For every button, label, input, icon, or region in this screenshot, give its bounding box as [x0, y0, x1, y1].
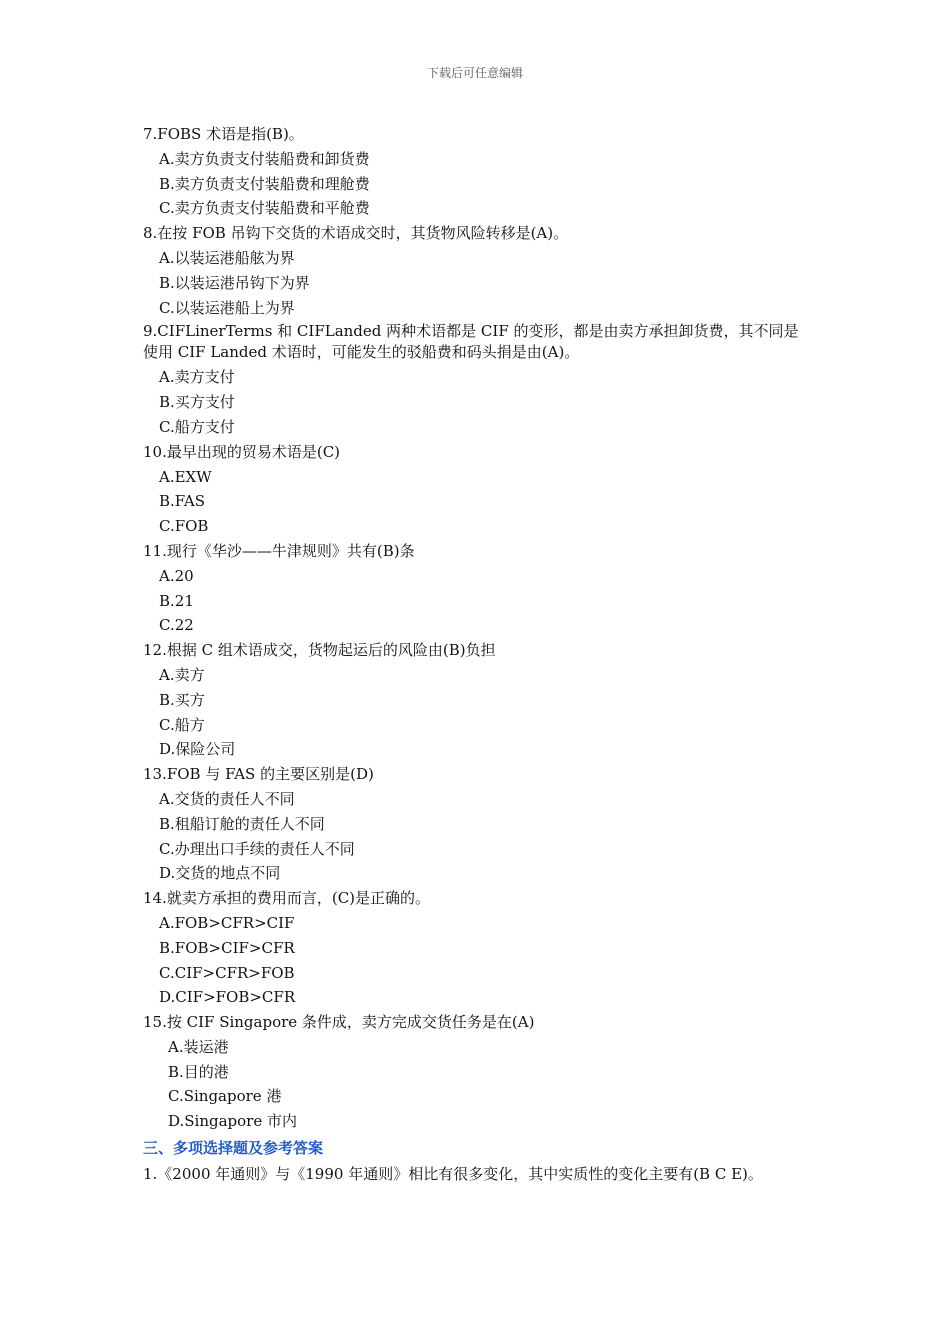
question-15-option-d: D.Singapore 市内	[168, 1112, 297, 1131]
question-9-option-b: B.买方支付	[159, 393, 235, 412]
section-heading-multiple-choice: 三、多项选择题及参考答案	[143, 1139, 324, 1158]
question-11-option-a: A.20	[159, 566, 194, 585]
question-14-option-b: B.FOB>CIF>CFR	[159, 938, 295, 957]
question-14-option-c: C.CIF>CFR>FOB	[159, 963, 295, 982]
question-15-option-b: B.目的港	[168, 1062, 229, 1081]
question-8-option-c: C.以装运港船上为界	[159, 298, 295, 317]
question-12-option-d: D.保险公司	[159, 740, 236, 759]
question-12-option-c: C.船方	[159, 715, 205, 734]
question-13-option-d: D.交货的地点不同	[159, 864, 281, 883]
question-8-option-b: B.以装运港吊钩下为界	[159, 273, 310, 292]
question-10-option-b: B.FAS	[159, 492, 206, 511]
question-9-option-a: A.卖方支付	[159, 368, 235, 387]
question-14-option-d: D.CIF>FOB>CFR	[159, 988, 296, 1007]
question-8-option-a: A.以装运港船舷为界	[159, 248, 295, 267]
document-body	[143, 122, 813, 1185]
question-10-option-c: C.FOB	[159, 517, 209, 536]
question-12-option-a: A.卖方	[159, 665, 205, 684]
question-15-option-a: A.装运港	[168, 1037, 229, 1056]
question-7-option-b: B.卖方负责支付装船费和理舱费	[159, 174, 370, 193]
question-14: 14.就卖方承担的费用而言，(C)是正确的。	[143, 889, 431, 908]
question-7-option-a: A.卖方负责支付装船费和卸货费	[159, 149, 370, 168]
question-15-option-c: C.Singapore 港	[168, 1087, 282, 1106]
question-7-option-c: C.卖方负责支付装船费和平舱费	[159, 199, 370, 218]
section3-question-1: 1.《2000 年通则》与《1990 年通则》相比有很多变化，其中实质性的变化主要有(B C E)。	[143, 1165, 763, 1184]
question-11: 11.现行《华沙——牛津规则》共有(B)条	[143, 541, 415, 560]
question-15: 15.按 CIF Singapore 条件成，卖方完成交货任务是在(A)	[143, 1013, 535, 1032]
question-12-option-b: B.买方	[159, 690, 205, 709]
question-14-option-a: A.FOB>CFR>CIF	[159, 913, 295, 932]
page-header: 下载后可任意编辑	[426, 66, 523, 80]
question-13: 13.FOB 与 FAS 的主要区别是(D)	[143, 765, 374, 784]
question-11-option-b: B.21	[159, 591, 194, 610]
question-11-option-c: C.22	[159, 616, 194, 635]
question-9-option-c: C.船方支付	[159, 417, 235, 436]
question-13-option-a: A.交货的责任人不同	[159, 789, 295, 808]
question-13-option-c: C.办理出口手续的责任人不同	[159, 839, 355, 858]
question-10-option-a: A.EXW	[159, 467, 212, 486]
question-8: 8.在按 FOB 吊钩下交货的术语成交时，其货物风险转移是(A)。	[143, 224, 569, 243]
question-10: 10.最早出现的贸易术语是(C)	[143, 442, 341, 461]
question-12: 12.根据 C 组术语成交，货物起运后的风险由(B)负担	[143, 641, 496, 660]
question-13-option-b: B.租船订舱的责任人不同	[159, 814, 325, 833]
question-7: 7.FOBS 术语是指(B)。	[143, 125, 304, 143]
question-9: 9.CIFLinerTerms 和 CIFLanded 两种术语都是 CIF 的变形，都是由卖方承担卸货费，其不同是使用 CIF Landed 术语时，可能发生的驳船费和码头捐是由(A)。	[143, 322, 799, 361]
